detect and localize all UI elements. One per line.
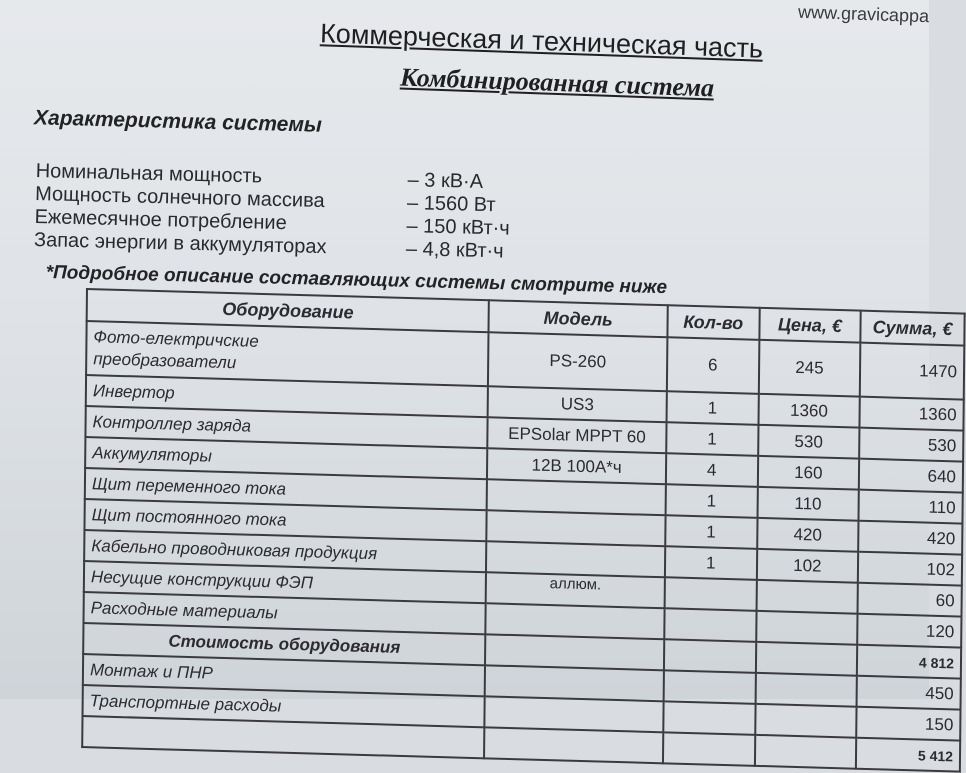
cell-price xyxy=(755,673,857,707)
cell-qty: 1 xyxy=(666,391,758,425)
characteristics-title: Характеристика системы xyxy=(33,106,323,137)
cell-equipment: Щит постоянного тока xyxy=(84,499,486,541)
cell-equipment: Кабельно проводниковая продукция xyxy=(84,530,486,572)
cell-price xyxy=(755,642,857,676)
cell-model xyxy=(484,727,663,763)
cell-sum: 420 xyxy=(858,521,962,555)
spec-label: Мощность солнечного массива xyxy=(34,182,325,213)
cell-price: 110 xyxy=(757,487,859,521)
header-equipment: Оборудование xyxy=(87,289,489,332)
cell-price xyxy=(755,704,857,738)
cell-qty: 1 xyxy=(665,546,757,580)
spec-row xyxy=(34,182,496,217)
cell-sum: 640 xyxy=(859,459,963,493)
cell-equipment: Щит переменного тока xyxy=(85,468,487,510)
cell-qty xyxy=(663,701,755,735)
cell-price: 160 xyxy=(757,456,859,490)
spec-row xyxy=(33,228,504,263)
equipment-table-wrapper xyxy=(81,288,965,773)
spec-label: Запас энергии в аккумуляторах xyxy=(33,228,327,259)
spec-row xyxy=(34,205,511,240)
cell-qty: 1 xyxy=(666,422,758,456)
document-title: Коммерческая и техническая часть xyxy=(319,18,764,64)
cell-model xyxy=(487,510,666,546)
cell-sum: 1360 xyxy=(860,397,964,431)
cell-model xyxy=(487,479,666,515)
cell-price xyxy=(756,611,858,645)
cell-equipment: Контроллер заряда xyxy=(85,406,487,448)
cell-model: аллюм. xyxy=(486,572,665,608)
spec-value: – 4,8 кВт·ч xyxy=(405,238,504,263)
cell-qty xyxy=(663,670,755,704)
spec-value: – 150 кВт·ч xyxy=(406,215,511,240)
cell-qty: 1 xyxy=(665,484,757,518)
cell-sum: 530 xyxy=(859,428,963,462)
cell-equipment: Несущие конструкции ФЭП xyxy=(84,561,486,603)
cell-price: 530 xyxy=(758,425,860,459)
cell-sum: 110 xyxy=(859,490,963,524)
cell-sum: 5 412 xyxy=(856,738,960,772)
cell-sum: 150 xyxy=(856,707,960,741)
cell-sum: 1470 xyxy=(860,343,964,400)
cell-sum: 4 812 xyxy=(857,645,961,679)
cell-price: 1360 xyxy=(758,394,860,428)
cell-equipment: Монтаж и ПНР xyxy=(83,654,485,696)
spec-label: Номинальная мощность xyxy=(35,160,263,188)
cell-qty: 1 xyxy=(665,515,757,549)
cell-model xyxy=(486,603,665,639)
cell-price: 420 xyxy=(757,518,859,552)
cell-price xyxy=(756,580,858,614)
cell-qty xyxy=(664,608,756,642)
cell-model xyxy=(485,696,664,732)
document-subtitle: Комбинированная система xyxy=(399,62,715,103)
cell-model xyxy=(486,541,665,577)
cell-model: EPSolar MPPT 60 xyxy=(488,417,667,453)
cell-equipment: Расходные материалы xyxy=(83,592,485,634)
cell-qty xyxy=(663,732,755,766)
header-model: Модель xyxy=(489,300,668,337)
cell-qty xyxy=(664,639,756,673)
cell-model: US3 xyxy=(488,386,667,422)
cell-qty: 4 xyxy=(666,453,758,487)
cell-equipment: Аккумуляторы xyxy=(85,437,487,479)
cell-equipment: Транспортные расходы xyxy=(83,685,485,727)
cell-qty xyxy=(664,577,756,611)
equipment-name-line1: Фото-електричские xyxy=(93,327,259,351)
cell-qty: 6 xyxy=(667,337,759,394)
cell-model xyxy=(485,665,664,701)
spec-row xyxy=(35,160,484,193)
cell-equipment: Инвертор xyxy=(86,375,488,417)
cell-model: PS-260 xyxy=(488,332,667,391)
spec-value: – 3 кВ·А xyxy=(407,169,484,193)
cell-equipment: Стоимость оборудования xyxy=(83,623,485,665)
details-note: *Подробное описание составляющих системы смотрите ниже xyxy=(45,262,668,299)
cell-price: 102 xyxy=(756,549,858,583)
website-url: www.gravicappa xyxy=(797,1,930,27)
cell-model xyxy=(485,634,664,670)
header-sum: Сумма, € xyxy=(860,311,964,346)
cell-price: 245 xyxy=(758,340,860,397)
header-qty: Кол-во xyxy=(667,305,759,340)
cell-sum: 60 xyxy=(858,583,962,617)
cell-price xyxy=(754,735,856,769)
equipment-name-line2: преобразователи xyxy=(93,349,237,373)
equipment-table xyxy=(81,288,965,773)
characteristics-list xyxy=(33,160,511,263)
spec-value: – 1560 Вт xyxy=(406,192,496,217)
header-price: Цена, € xyxy=(759,308,861,343)
cell-sum: 450 xyxy=(857,676,961,710)
cell-model: 12В 100А*ч xyxy=(487,448,666,484)
spec-label: Ежемесячное потребление xyxy=(34,205,288,235)
cell-sum: 102 xyxy=(858,552,962,586)
cell-sum: 120 xyxy=(857,614,961,648)
